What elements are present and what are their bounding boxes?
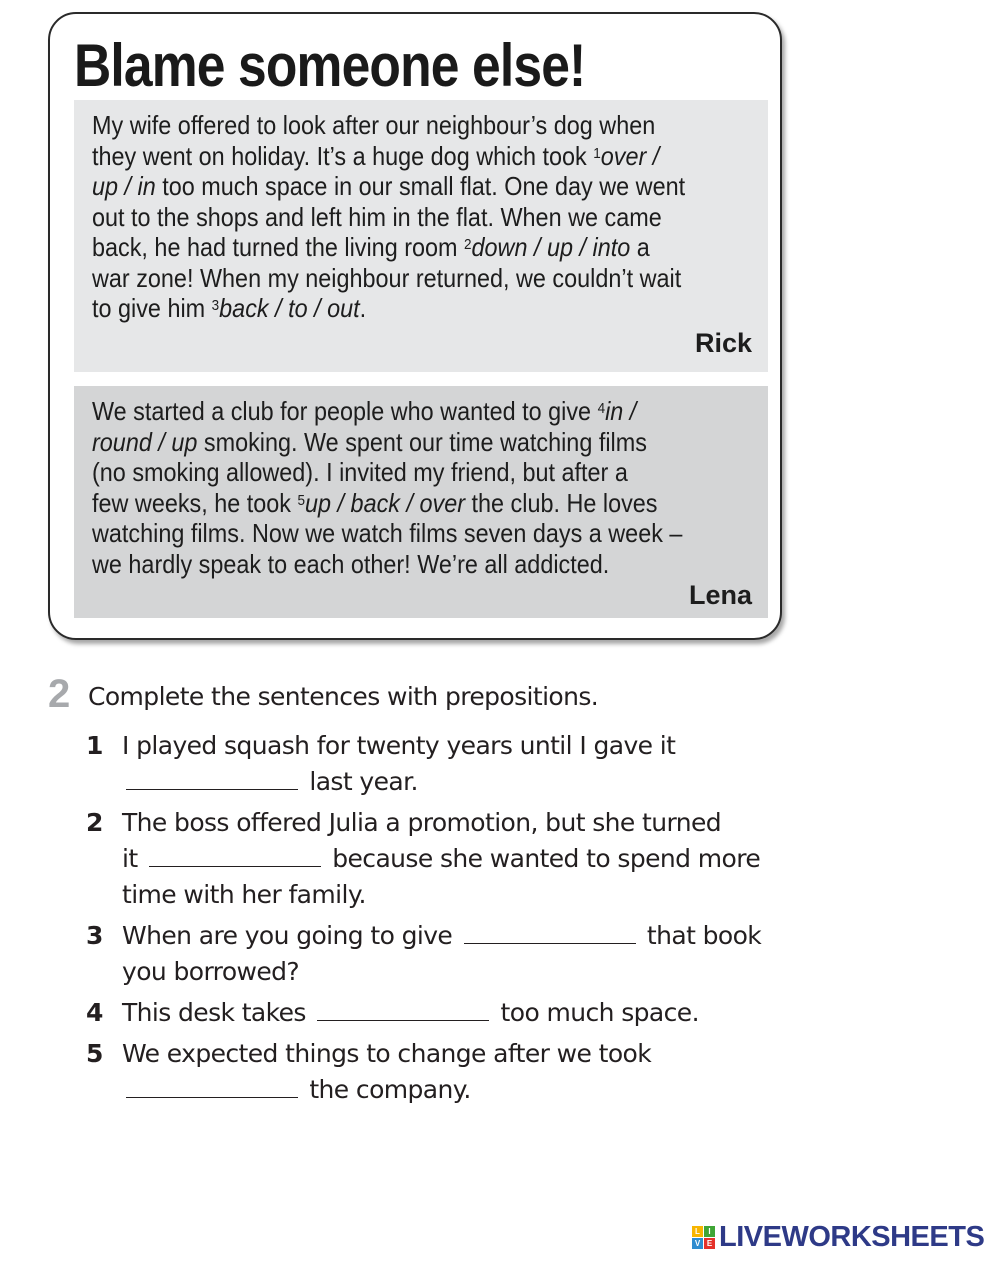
logo-text: LIVEWORKSHEETS	[719, 1220, 985, 1253]
item-line: time with her family.	[122, 880, 366, 909]
item-line: you borrowed?	[122, 957, 300, 986]
exercise-number: 2	[48, 672, 71, 716]
answer-blank[interactable]	[464, 919, 636, 944]
story-card	[48, 12, 782, 640]
item-number: 1	[86, 731, 103, 760]
item-number: 4	[86, 998, 103, 1027]
answer-blank[interactable]	[317, 996, 489, 1021]
exercise-item	[86, 805, 786, 913]
exercise-item	[86, 918, 786, 990]
gap-number: 5	[297, 491, 306, 509]
item-line: I played squash for twenty years until I gave it	[122, 731, 676, 760]
story-line: (no smoking allowed). I invited my friend, but after a	[92, 457, 628, 487]
gap-number: 1	[593, 144, 601, 162]
story-text	[92, 110, 751, 324]
gap-number: 4	[597, 400, 606, 417]
exercise-item	[86, 728, 786, 800]
item-line: When are you going to give that book	[122, 921, 762, 950]
logo-mark-cell: V	[692, 1238, 703, 1249]
story-rick	[74, 100, 768, 372]
logo-mark-cell: L	[692, 1226, 703, 1237]
item-number: 2	[86, 808, 103, 837]
liveworksheets-logo	[692, 1220, 984, 1254]
exercise-item	[86, 995, 786, 1031]
item-line: the company.	[122, 1072, 786, 1108]
logo-mark-cell: I	[704, 1226, 715, 1237]
story-line: war zone! When my neighbour returned, we couldn’t wait	[92, 262, 682, 293]
item-line: This desk takes too much space.	[122, 998, 699, 1027]
story-line: we hardly speak to each other! We’re all addicted.	[92, 548, 610, 579]
story-line: they went on holiday. It’s a huge dog which took $^1$over /	[92, 140, 660, 171]
story-line: We started a club for people who wanted to give $^4$in /	[92, 396, 637, 426]
answer-options[interactable]: in /	[605, 396, 637, 426]
gap-number: 3	[211, 297, 220, 314]
answer-options[interactable]: back / to / out	[219, 293, 360, 323]
gap-number: 2	[464, 236, 472, 253]
exercise-instruction: Complete the sentences with prepositions.	[88, 682, 599, 711]
story-author: Rick	[694, 328, 752, 358]
answer-options[interactable]: up / back / over	[305, 487, 466, 518]
exercise-items	[86, 728, 786, 1113]
story-author: Lena	[688, 580, 752, 610]
story-line: few weeks, he took $^5$up / back / over the club. He loves	[92, 487, 658, 518]
story-text	[92, 396, 751, 579]
item-line: last year.	[122, 764, 786, 800]
story-line: to give him $^3$back / to / out.	[92, 293, 367, 323]
story-line: back, he had turned the living room $^2$down / up / into a	[92, 232, 650, 262]
story-line: up / in too much space in our small flat. One day we went	[92, 171, 686, 201]
answer-options[interactable]: round / up	[92, 426, 198, 457]
story-lena	[74, 386, 768, 618]
logo-mark-icon	[692, 1226, 715, 1249]
story-line: watching films. Now we watch films seven days a week –	[92, 518, 683, 548]
logo-mark-cell: E	[704, 1238, 715, 1249]
item-line: We expected things to change after we took	[122, 1039, 652, 1068]
answer-options[interactable]: up / in	[92, 171, 156, 201]
answer-options[interactable]: down / up / into	[471, 232, 631, 262]
item-line: it because she wanted to spend more	[122, 844, 761, 873]
answer-blank[interactable]	[126, 1073, 298, 1098]
answer-blank[interactable]	[149, 842, 321, 867]
item-number: 3	[86, 921, 103, 950]
exercise-item	[86, 1036, 786, 1108]
story-line: My wife offered to look after our neighbour’s dog when	[92, 110, 656, 140]
answer-blank[interactable]	[126, 765, 298, 790]
card-title: Blame someone else!	[74, 32, 586, 99]
story-line: round / up smoking. We spent our time watching films	[92, 426, 647, 457]
story-line: out to the shops and left him in the flat. When we came	[92, 201, 662, 232]
item-number: 5	[86, 1039, 103, 1068]
answer-options[interactable]: over /	[600, 140, 660, 171]
item-line: The boss offered Julia a promotion, but she turned	[122, 808, 722, 837]
